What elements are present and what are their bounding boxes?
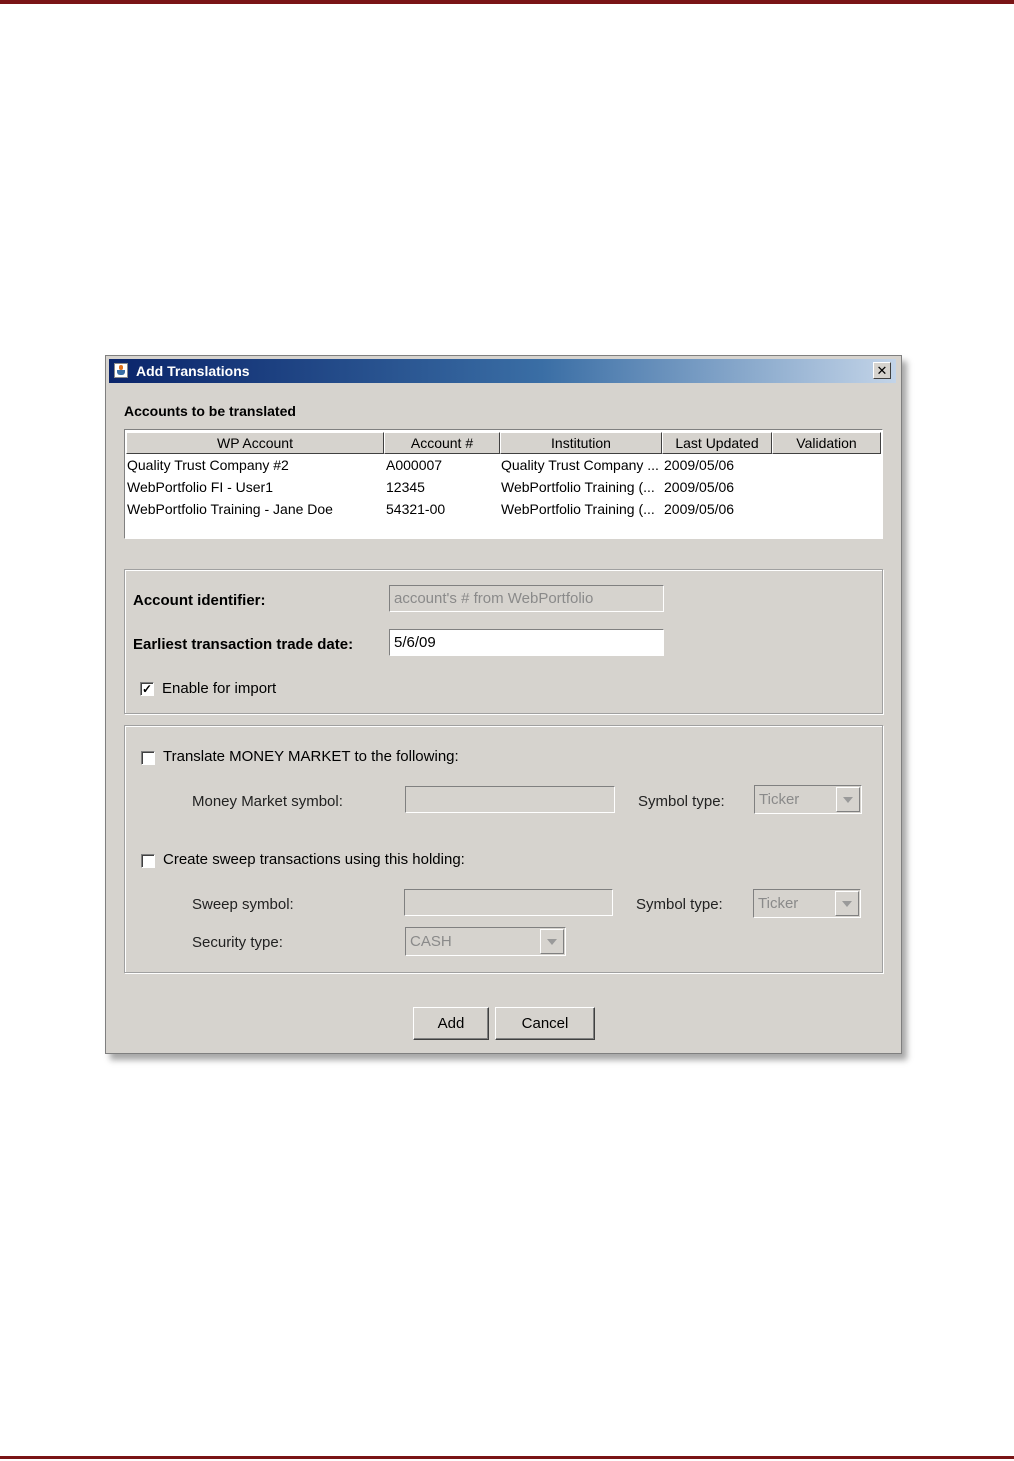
money-market-symbol-type-label: Symbol type:: [638, 793, 725, 810]
column-header-validation[interactable]: Validation: [772, 432, 881, 454]
table-row[interactable]: [126, 454, 882, 476]
accounts-table[interactable]: [124, 429, 883, 539]
money-market-symbol-field[interactable]: [405, 786, 615, 813]
column-header-wp-account[interactable]: WP Account: [126, 432, 384, 454]
security-type-value: CASH: [410, 933, 452, 950]
page-bottom-rule: [0, 1456, 1014, 1459]
column-header-last-updated[interactable]: Last Updated: [662, 432, 772, 454]
java-icon: [114, 363, 128, 378]
add-button[interactable]: Add: [413, 1007, 489, 1040]
money-market-symbol-type-select[interactable]: [754, 785, 862, 814]
accounts-section-label: Accounts to be translated: [124, 403, 296, 419]
close-button[interactable]: [873, 362, 891, 379]
enable-import-checkbox[interactable]: [140, 682, 154, 696]
create-sweep-label: Create sweep transactions using this holding:: [163, 851, 465, 868]
create-sweep-checkbox[interactable]: [141, 854, 155, 868]
cancel-button[interactable]: Cancel: [495, 1007, 595, 1040]
cell-account-number: A000007: [386, 457, 443, 473]
cell-institution: WebPortfolio Training (...: [501, 479, 655, 495]
sweep-symbol-type-select[interactable]: [753, 889, 861, 918]
sweep-symbol-type-label: Symbol type:: [636, 896, 723, 913]
table-header: [126, 432, 882, 454]
dropdown-arrow-icon[interactable]: [836, 787, 860, 812]
add-translations-dialog: [105, 355, 902, 1054]
translate-money-market-label: Translate MONEY MARKET to the following:: [163, 748, 459, 765]
cell-last-updated: 2009/05/06: [664, 501, 735, 517]
cell-wp-account: WebPortfolio Training - Jane Doe: [127, 501, 333, 517]
dropdown-arrow-icon[interactable]: [835, 891, 859, 916]
enable-import-label: Enable for import: [162, 680, 277, 697]
checkmark-icon: ✓: [141, 682, 153, 696]
sweep-symbol-field[interactable]: [404, 889, 613, 916]
cell-wp-account: Quality Trust Company #2: [127, 457, 289, 473]
cell-account-number: 12345: [386, 479, 425, 495]
sweep-symbol-type-value: Ticker: [758, 895, 799, 912]
cell-wp-account: WebPortfolio FI - User1: [127, 479, 274, 495]
cell-institution: WebPortfolio Training (...: [501, 501, 655, 517]
money-market-symbol-label: Money Market symbol:: [192, 793, 343, 810]
page-top-rule: [0, 0, 1014, 4]
dropdown-arrow-icon[interactable]: [540, 929, 564, 954]
translate-money-market-checkbox[interactable]: [141, 751, 155, 765]
security-type-label: Security type:: [192, 934, 283, 951]
title-bar[interactable]: [109, 359, 896, 383]
cell-institution: Quality Trust Company ...: [501, 457, 659, 473]
table-row[interactable]: [126, 476, 882, 498]
sweep-symbol-label: Sweep symbol:: [192, 896, 294, 913]
cell-account-number: 54321-00: [386, 501, 446, 517]
column-header-institution[interactable]: Institution: [500, 432, 662, 454]
table-row[interactable]: [126, 498, 882, 520]
column-header-account-number[interactable]: Account #: [384, 432, 500, 454]
security-type-select[interactable]: [405, 927, 566, 956]
cell-last-updated: 2009/05/06: [664, 479, 735, 495]
money-market-symbol-type-value: Ticker: [759, 791, 800, 808]
cell-last-updated: 2009/05/06: [664, 457, 735, 473]
earliest-date-label: Earliest transaction trade date:: [133, 636, 354, 653]
close-icon: ✕: [876, 363, 888, 378]
account-identifier-label: Account identifier:: [133, 592, 266, 609]
account-identifier-field[interactable]: account's # from WebPortfolio: [389, 585, 664, 612]
dialog-title: Add Translations: [136, 363, 250, 379]
earliest-date-field[interactable]: 5/6/09: [389, 629, 664, 656]
